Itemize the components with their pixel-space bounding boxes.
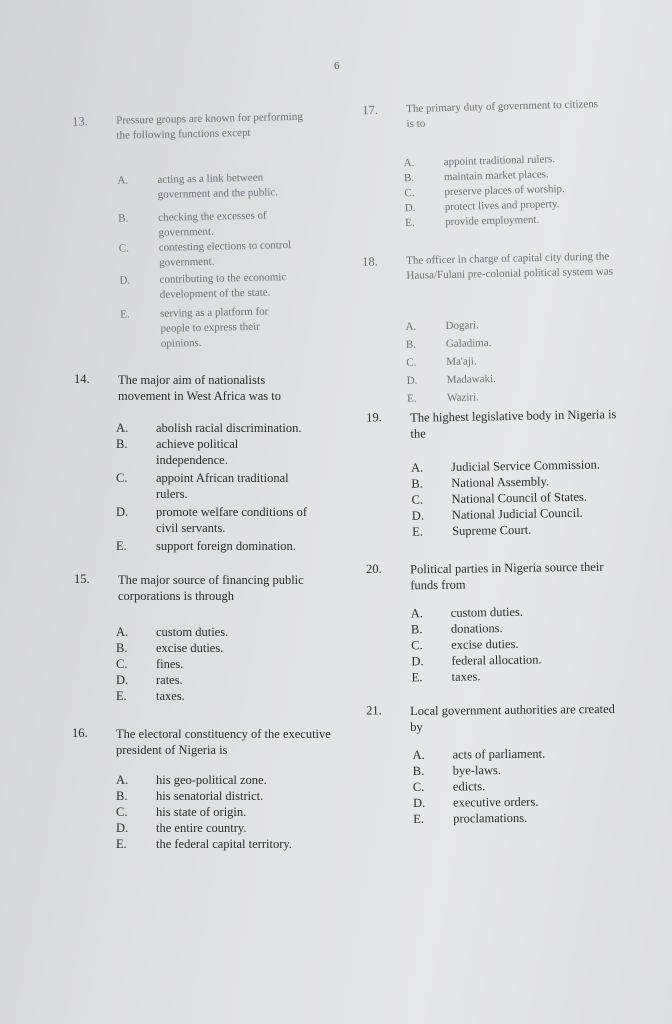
option-text: Galadima.: [445, 337, 492, 351]
option-text: checking the excesses of government.: [158, 209, 267, 239]
option: [116, 656, 316, 672]
option: [116, 836, 346, 852]
option-text: fines.: [156, 657, 184, 671]
option-text: contesting elections to control government.: [158, 239, 292, 269]
option-text: acts of parliament.: [452, 746, 546, 762]
question-stem: The major source of financing public corporations is through: [118, 573, 304, 603]
option-list: [117, 169, 321, 352]
option-text: his senatorial district.: [156, 789, 264, 803]
option-letter: A.: [116, 625, 129, 639]
option-text: National Judicial Council.: [451, 505, 583, 523]
option-text: Ma'aji.: [446, 355, 477, 369]
option-letter: A.: [405, 320, 417, 333]
option-text: federal allocation.: [451, 652, 542, 668]
question-number: 17.: [362, 102, 379, 118]
option-letter: D.: [411, 508, 425, 523]
option-text: Madawaki.: [446, 372, 496, 386]
option-letter: A.: [116, 773, 129, 787]
option-letter: E.: [405, 216, 415, 230]
option-text: National Assembly.: [451, 474, 550, 491]
option-letter: C.: [116, 471, 128, 485]
option-list: [412, 745, 633, 827]
option: [119, 269, 320, 307]
question-number: 20.: [366, 561, 382, 576]
option-letter: A.: [412, 747, 425, 762]
option-list: [116, 624, 316, 704]
option-text: edicts.: [452, 779, 486, 794]
option-letter: B.: [403, 171, 415, 185]
option-list: [116, 420, 326, 554]
option-letter: D.: [116, 505, 129, 519]
question-stem: Pressure groups are known for performing the following functions except: [116, 110, 303, 142]
option: [116, 436, 326, 470]
option-letter: C.: [118, 242, 130, 255]
option-letter: B.: [410, 622, 423, 637]
option-list: [411, 455, 657, 539]
question-number: 13.: [72, 114, 88, 129]
option: [119, 237, 320, 273]
option: [116, 538, 326, 554]
question-number: 21.: [366, 703, 382, 718]
option-letter: A.: [116, 421, 129, 435]
question-number: 19.: [366, 410, 382, 425]
question-stem: Local government authorities are created by: [410, 701, 615, 735]
option-letter: C.: [411, 492, 424, 507]
option-text: taxes.: [156, 689, 185, 703]
question-stem: The major aim of nationalists movement in West Africa was to: [118, 373, 281, 403]
question-stem: Political parties in Nigeria source their funds from: [410, 559, 604, 593]
option: [407, 386, 607, 408]
option-text: bye-laws.: [452, 763, 502, 778]
option-letter: B.: [116, 789, 128, 803]
option: [412, 519, 657, 539]
option: [116, 688, 316, 704]
question-number: 14.: [74, 372, 90, 386]
option-text: taxes.: [451, 669, 481, 684]
option-letter: B.: [116, 641, 128, 655]
option: [117, 169, 318, 211]
option: [116, 504, 326, 538]
option: [116, 672, 316, 688]
option-text: support foreign domination.: [156, 539, 296, 553]
option-text: his geo-political zone.: [156, 773, 267, 787]
option-letter: D.: [406, 374, 418, 387]
option-text: acting as a link between government and the public.: [157, 171, 279, 201]
option-text: appoint African traditional rulers.: [156, 471, 289, 501]
option-list: [403, 151, 615, 231]
option-text: excise duties.: [156, 641, 224, 655]
option-letter: D.: [412, 795, 426, 810]
option-letter: D.: [116, 821, 129, 835]
option-text: Supreme Court.: [452, 522, 532, 539]
option: [116, 420, 326, 436]
option-text: preserve places of worship.: [444, 182, 565, 199]
option-text: provide employment.: [445, 213, 540, 229]
option: [118, 207, 319, 241]
option-letter: D.: [116, 673, 129, 687]
option-letter: D.: [411, 654, 424, 669]
option-text: maintain market places.: [443, 168, 549, 184]
option-letter: A.: [410, 606, 423, 621]
option-text: custom duties.: [450, 604, 524, 620]
question-stem: The electoral constituency of the executive president of Nigeria is: [116, 727, 331, 757]
option-text: abolish racial discrimination.: [156, 421, 302, 435]
option-letter: E.: [116, 689, 127, 703]
option: [120, 303, 321, 352]
option: [413, 809, 633, 827]
question-21: [366, 701, 646, 826]
option-letter: E.: [411, 670, 423, 685]
option: [116, 820, 346, 836]
option-text: his state of origin.: [156, 805, 247, 819]
question-20: [366, 558, 646, 685]
option-letter: A.: [410, 460, 424, 475]
option-list: [116, 772, 346, 852]
option-text: promote welfare conditions of civil servants.: [156, 505, 307, 535]
option-text: excise duties.: [451, 636, 519, 652]
option-letter: C.: [116, 805, 128, 819]
question-stem: The highest legislative body in Nigeria is the: [410, 407, 617, 441]
option-letter: A.: [117, 174, 129, 187]
option-letter: B.: [118, 212, 129, 225]
option-text: Dogari.: [445, 319, 479, 333]
question-number: 16.: [72, 726, 88, 740]
option-letter: B.: [405, 338, 417, 351]
page-number: 6: [334, 60, 340, 72]
option-letter: D.: [119, 274, 131, 287]
option: [116, 804, 346, 820]
option-letter: C.: [116, 657, 128, 671]
option-letter: E.: [412, 524, 424, 539]
option-letter: C.: [411, 638, 423, 653]
option-text: serving as a platform for people to express their opinions.: [160, 305, 269, 350]
question-stem: The officer in charge of capital city during the Hausa/Fulani pre-colonial political system was: [406, 250, 614, 282]
option: [412, 666, 632, 685]
option-text: custom duties.: [156, 625, 229, 639]
option: [116, 624, 316, 640]
option-letter: E.: [116, 539, 127, 553]
question-number: 18.: [362, 254, 378, 269]
option: [116, 772, 346, 788]
option-letter: D.: [404, 201, 416, 215]
option-text: contributing to the economic development of the state.: [159, 271, 287, 301]
question-number: 15.: [74, 572, 90, 586]
option-letter: E.: [406, 392, 417, 405]
option: [116, 788, 346, 804]
option-letter: B.: [116, 437, 128, 451]
option: [116, 640, 316, 656]
question-stem: The primary duty of government to citizens is to: [406, 98, 599, 131]
option-text: the federal capital territory.: [156, 837, 292, 851]
option-text: rates.: [156, 673, 183, 687]
option-list: [405, 314, 607, 408]
option-text: proclamations.: [453, 810, 528, 826]
option-letter: C.: [406, 356, 417, 369]
option-letter: E.: [120, 308, 130, 321]
question-18: [362, 249, 624, 405]
option-text: executive orders.: [452, 794, 539, 810]
option-text: National Council of States.: [451, 489, 588, 507]
option-text: protect lives and property.: [444, 198, 560, 214]
question-13: [72, 109, 322, 350]
option-list: [411, 602, 632, 685]
option-letter: B.: [412, 763, 425, 778]
option-letter: B.: [411, 476, 423, 491]
option-text: Judicial Service Commission.: [450, 457, 601, 475]
question-17: [362, 97, 612, 230]
option-text: Waziri.: [446, 391, 479, 404]
option-text: appoint traditional rulers.: [443, 153, 556, 169]
option-letter: C.: [404, 186, 415, 200]
option-text: the entire country.: [156, 821, 247, 835]
option-letter: E.: [116, 837, 127, 851]
option: [116, 470, 326, 504]
option-letter: A.: [403, 156, 415, 170]
option-letter: E.: [413, 811, 425, 826]
option-text: achieve political independence.: [156, 437, 239, 467]
option-letter: C.: [412, 779, 425, 794]
option-text: donations.: [450, 621, 503, 636]
